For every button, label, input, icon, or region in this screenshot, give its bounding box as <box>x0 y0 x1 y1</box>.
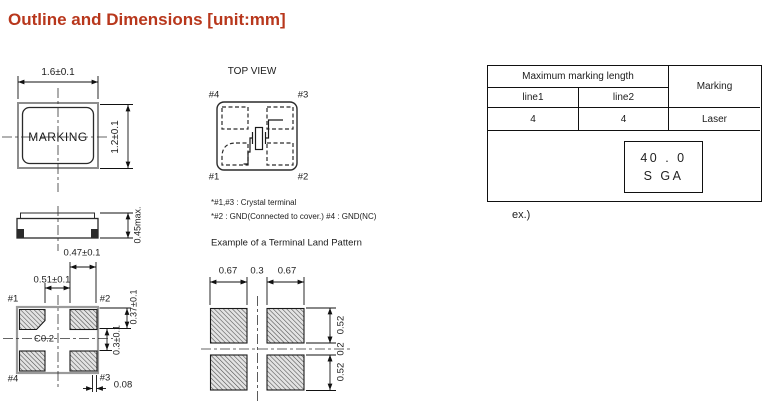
lp-dim-052-bottom: 0.52 <box>335 362 347 382</box>
top-view-body <box>217 102 297 170</box>
page-title: Outline and Dimensions [unit:mm] <box>8 10 286 29</box>
lp-dim-03: 0.3 <box>250 265 264 277</box>
marking-label: MARKING <box>28 130 88 144</box>
front-height-dim-label: 1.2±0.1 <box>110 120 121 154</box>
table-row-example <box>488 131 760 221</box>
side-view-body <box>17 206 98 251</box>
lp-dim-052-top: 0.52 <box>335 315 347 335</box>
table-header-line1: line1 <box>488 88 579 108</box>
front-width-dim-label: 1.6±0.1 <box>41 67 75 78</box>
bottom-view-pin-4: #4 <box>7 373 19 385</box>
table-header-line2: line2 <box>579 88 669 108</box>
dim-008-label: 0.08 <box>113 379 133 391</box>
dim-047-label: 0.47±0.1 <box>63 247 101 259</box>
dim-051-label: 0.51±0.1 <box>33 274 71 286</box>
top-view-pin-3: #3 <box>297 89 309 101</box>
top-view-pin-4: #4 <box>208 89 220 101</box>
bottom-view-pin-3: #3 <box>99 372 111 384</box>
table-cell-line2-value: 4 <box>579 108 669 131</box>
land-pattern-pads <box>201 296 351 401</box>
marking-example-line1: 40 . 0 <box>640 150 687 165</box>
table-header-marking: Marking <box>669 66 760 108</box>
side-height-dim-label: 0.45max. <box>132 206 143 244</box>
table-header-max-marking-length: Maximum marking length <box>488 66 669 88</box>
top-view-title: TOP VIEW <box>227 66 277 77</box>
table-cell-marking-value: Laser <box>669 108 760 131</box>
dim-03-label: 0.3±0.1 <box>111 325 122 355</box>
lp-dim-02: 0.2 <box>335 342 347 356</box>
chamfer-label: C0.2 <box>33 333 55 345</box>
land-pattern-title: Example of a Terminal Land Pattern <box>211 237 362 249</box>
side-view-dim-lines <box>100 213 133 238</box>
note-crystal-terminal: *#1,#3 : Crystal terminal <box>211 198 297 207</box>
dim-037-label: 0.37±0.1 <box>128 289 139 325</box>
marking-example-line2: S GA <box>643 169 684 183</box>
top-view-pin-2: #2 <box>297 171 309 183</box>
table-cell-line1-value: 4 <box>488 108 579 131</box>
bottom-view-pin-1: #1 <box>7 293 19 305</box>
lp-dim-067-right: 0.67 <box>277 265 297 277</box>
marking-example-box <box>624 141 703 193</box>
bottom-view-body <box>3 295 113 388</box>
lp-dim-067-left: 0.67 <box>218 265 238 277</box>
top-view-pin-1: #1 <box>208 171 220 183</box>
bottom-view-pin-2: #2 <box>99 293 111 305</box>
note-gnd: *#2 : GND(Connected to cover.) #4 : GND(NC) <box>211 212 377 221</box>
marking-table <box>487 65 762 221</box>
example-label: ex.) <box>512 209 531 221</box>
